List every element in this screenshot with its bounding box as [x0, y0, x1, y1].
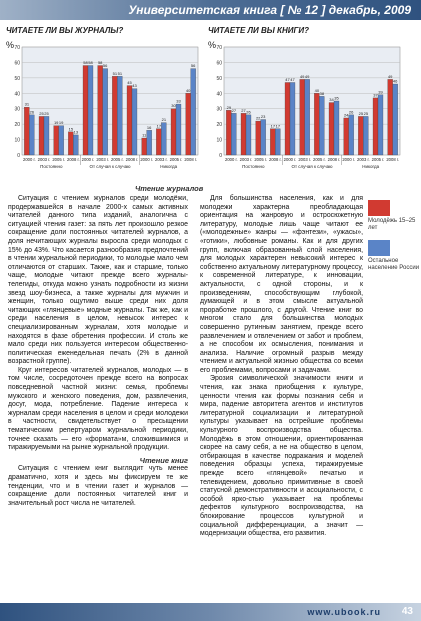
data-label: 38 [319, 90, 325, 96]
chart-books-title: ЧИТАЕТЕ ЛИ ВЫ КНИГИ? [208, 26, 310, 35]
data-label: 58 [83, 60, 88, 66]
data-label: 43 [132, 83, 137, 89]
data-label: 49 [387, 73, 393, 79]
x-tick-label: 2008 г. [268, 157, 282, 162]
x-tick-label: 2005 г. [312, 157, 326, 162]
data-label: 40 [185, 87, 191, 93]
data-label: 30 [171, 103, 176, 109]
bar [319, 96, 324, 155]
bar [186, 93, 191, 155]
data-label: 26 [29, 109, 35, 115]
page-number: 43 [401, 606, 413, 617]
left-paragraph-1: Ситуация с чтением журналов среди молодёжи, продержавшейся в начале 2000-х самых активных читателей данного типа изданий, аналогична с ситуацией чтения газет: за пять лет произошло резкое сокращение доли постоянных читателей журналов, а доля нечитающих журналы выросла среди молодых с 15% до 43%. Что касается разнообразия предпочтений в чтении журнальной периодики, то молодые мало чем отличаются от старших. Также, как и старшие, только чаще, молодые читают прежде всего журналы-телегиды, откуда можно узнать подробности из жизни звезд шоу-бизнеса, а также журналы для мужчин и женщин, только ощутимо выше среди них доля читающих «глянцевые» модные журналы. Так же, как и среди населения в целом, невысок интерес к специализированным журналам, хотя молодые и находятся в фазе обретения профессии. И столь же мало среди них пользуется интересом общественно-политическая еженедельная печать (2% в данной возрастной группе). [8, 195, 188, 366]
x-tick-label: 2003 г. [356, 157, 370, 162]
chart-books [206, 26, 406, 204]
legend-rest-swatch [368, 240, 390, 256]
bar [378, 95, 383, 155]
data-label: 17 [270, 123, 276, 129]
bar [256, 121, 261, 155]
x-tick-label: 2008 г. [184, 157, 198, 162]
data-label: 17 [156, 123, 162, 129]
bar [373, 98, 378, 155]
bar [59, 126, 64, 155]
x-tick-label: 2005 г. [254, 157, 268, 162]
data-label: 49 [299, 73, 305, 79]
x-tick-label: 2000 г. [140, 157, 154, 162]
bar [231, 113, 236, 155]
data-label: 31 [24, 101, 30, 107]
chart-journals-svg [4, 37, 204, 199]
bar [88, 66, 93, 155]
data-label: 25 [39, 110, 44, 116]
y-tick-label: 30 [216, 106, 222, 113]
data-label: 27 [231, 107, 237, 113]
bar [275, 129, 280, 155]
left-column [8, 195, 188, 508]
bar [156, 129, 161, 155]
data-label: 19 [53, 120, 59, 126]
bar [329, 103, 334, 155]
x-tick-label: 2008 г. [327, 157, 341, 162]
x-tick-label: 2003 г. [298, 157, 312, 162]
group-label: От случая к случаю [291, 164, 333, 169]
data-label: 33 [176, 98, 181, 104]
data-label: 51 [117, 70, 123, 76]
footer-url: www.ubook.ru [307, 607, 381, 617]
legend-youth-swatch [368, 200, 390, 216]
data-label: 39 [378, 89, 383, 95]
group-label: От случая к случаю [89, 164, 131, 169]
right-paragraph-1: Для большинства населения, как и для молодежи характерна преобладающая ориентация на жанровую и остросюжетную литературу, молодые лишь чаще читают ее («молодежные» жанры — «фэнтези», «ужасы», «готики», любовные романы. Как и для других групп, включая образованный слой населения, для молодых характерен невысокий интерес к собственно актуальному литературному процессу, к современной литературе, к инновации, актуальности, с одной стороны, и к произведениям, способствующим глубокой, думающей и в этом смысле актуальной проработке прошлого, с другой. Чтение книг во многом стало для большинства молодых совершенно рутинным занятием, прежде всего развлечением и отвлечением от забот и проблем, а не способом их осмысления, понимания и анализа. Наличие огромный разрыв между чтением и актуальной жизнью общества со всеми его проблемами, вопросами и задачами. [200, 195, 363, 374]
right-column [200, 195, 363, 539]
x-tick-label: 2008 г. [386, 157, 400, 162]
x-tick-label: 2005 г. [371, 157, 385, 162]
legend-rest-label: Остальное население России [368, 258, 420, 271]
x-tick-label: 2003 г. [37, 157, 51, 162]
y-tick-label: 0 [219, 153, 222, 159]
y-axis-label: % [208, 40, 217, 50]
data-label: 16 [146, 124, 152, 130]
x-tick-label: 2005 г. [110, 157, 124, 162]
left-paragraph-3: Ситуация с чтением книг выглядит чуть менее драматично, хотя и здесь мы фиксируем те же тенденции, что и в чтении газет и журналов — сокращение доли постоянных читателей книг и значительный рост числа не читателей. [8, 465, 188, 507]
section-journals-title: Чтение журналов [135, 184, 204, 193]
data-label: 46 [392, 78, 398, 84]
data-label: 29 [226, 104, 232, 110]
x-tick-label: 2000 г. [283, 157, 297, 162]
y-tick-label: 50 [216, 75, 222, 82]
data-label: 11 [142, 132, 147, 138]
data-label: 23 [260, 114, 266, 120]
bar [344, 118, 349, 155]
chart-journals-title: ЧИТАЕТЕ ЛИ ВЫ ЖУРНАЛЫ? [6, 26, 124, 35]
x-tick-label: 2008 г. [66, 157, 80, 162]
y-tick-label: 10 [216, 137, 222, 144]
data-label: 24 [343, 112, 349, 118]
data-label: 26 [246, 109, 251, 115]
bar [314, 93, 319, 155]
chart-legend [368, 200, 420, 280]
x-tick-label: 2000 г. [22, 157, 36, 162]
header-title: Университетская книга [ № 12 ] декабрь, 2009 [128, 3, 411, 17]
data-label: 25 [363, 110, 369, 116]
bar [29, 115, 34, 155]
bar [127, 86, 132, 155]
data-label: 13 [73, 129, 79, 135]
bar [161, 123, 166, 155]
y-tick-label: 70 [216, 45, 222, 51]
left-paragraph-2: Круг интересов читателей журналов, молодых — в том числе, сосредоточен прежде всего на вопросах повседневной частной жизни: семья, проблемы мужского и женского поведения, дом, развлечения, досуг, мода, потребление. Падение интереса к журналам среди населения в целом и среди молодежи в частности, свидетельствует о пресыщении тематическим репертуаром журнальной периодики, точнее сказать — его «формата»м, сложившимися и тиражируемыми на рынке журнальной продукции. [8, 366, 188, 452]
bar [226, 110, 231, 155]
bar [54, 126, 59, 155]
data-label: 47 [285, 76, 290, 82]
x-tick-label: 2003 г. [154, 157, 168, 162]
data-label: 19 [58, 120, 64, 126]
x-tick-label: 2008 г. [125, 157, 139, 162]
data-label: 56 [102, 63, 108, 69]
data-label: 25 [358, 110, 364, 116]
bar [132, 89, 137, 155]
x-tick-label: 2003 г. [96, 157, 110, 162]
bar [334, 101, 339, 155]
y-axis-label: % [6, 40, 15, 50]
data-label: 15 [68, 126, 74, 132]
data-label: 37 [373, 92, 378, 98]
y-tick-label: 60 [14, 60, 20, 67]
data-label: 21 [161, 117, 167, 123]
bar [117, 76, 122, 155]
x-tick-label: 2000 г. [81, 157, 95, 162]
y-tick-label: 70 [14, 45, 20, 51]
x-tick-label: 2000 г. [342, 157, 356, 162]
bar [112, 76, 117, 155]
data-label: 26 [348, 109, 354, 115]
group-label: Никогда [160, 164, 178, 169]
bar [349, 115, 354, 155]
data-label: 17 [275, 123, 281, 129]
x-tick-label: 2003 г. [239, 157, 253, 162]
y-tick-label: 50 [14, 75, 20, 82]
group-label: Постоянно [40, 164, 63, 169]
bar [103, 69, 108, 155]
data-label: 25 [44, 110, 49, 116]
y-tick-label: 20 [14, 122, 20, 129]
bar [300, 79, 305, 155]
chart-journals [4, 26, 204, 204]
bar [191, 69, 196, 155]
bar [176, 104, 181, 155]
bar [388, 79, 393, 155]
bar [305, 79, 310, 155]
bar [68, 132, 73, 155]
data-label: 45 [127, 80, 132, 86]
bar [39, 116, 44, 155]
bar [142, 138, 147, 155]
legend-youth [368, 200, 420, 232]
y-tick-label: 40 [14, 91, 20, 98]
data-label: 49 [304, 73, 310, 79]
y-tick-label: 10 [14, 137, 20, 144]
bar [358, 116, 363, 155]
y-tick-label: 40 [216, 91, 222, 98]
data-label: 22 [255, 115, 261, 121]
bar [147, 130, 152, 155]
bar [285, 82, 290, 155]
bar [241, 113, 246, 155]
y-tick-label: 60 [216, 60, 222, 67]
bar [44, 116, 49, 155]
legend-rest [368, 240, 420, 272]
data-label: 58 [97, 60, 103, 66]
bar [270, 129, 275, 155]
bar [73, 135, 78, 155]
data-label: 34 [329, 97, 334, 103]
data-label: 58 [88, 60, 93, 66]
bar [246, 115, 251, 155]
section-books-title: Чтение книг [139, 455, 188, 465]
group-label: Постоянно [242, 164, 265, 169]
data-label: 40 [314, 87, 320, 93]
page-footer [0, 603, 421, 621]
bar [363, 116, 368, 155]
group-label: Никогда [362, 164, 380, 169]
y-tick-label: 20 [216, 122, 222, 129]
x-tick-label: 2000 г. [224, 157, 238, 162]
data-label: 47 [290, 76, 295, 82]
bar [290, 82, 295, 155]
legend-youth-label: Молодёжь 15–25 лет [368, 218, 416, 231]
x-tick-label: 2005 г. [169, 157, 183, 162]
bar [83, 66, 88, 155]
x-tick-label: 2005 г. [52, 157, 66, 162]
chart-books-svg [206, 37, 406, 199]
data-label: 27 [241, 107, 246, 113]
page-header [0, 0, 421, 20]
data-label: 56 [190, 63, 196, 69]
bar [171, 109, 176, 155]
right-paragraph-2: Эрозия символической значимости книги и чтения, как знака приобщения к культуре, ценности чтения как формы познания себя и мира, падение авторитета агентов и институтов литературной социализации и литературной культуры указывает на острейшие проблемы культурного воспроизводства общества. Молодёжь в этом отношении, ориентированная скорее на саму себя, а не на общество в целом, отбирающая в качестве подражания и моделей поведения образцы успеха, тиражируемые прежде всего «глянцевой» печатью и телевидением, довольно примитивные в своей статусной демонстративности и асоциальности, с особой ярко-стью указывает на проблемы дефектов культурного воспроизводства, на блокирование процессов культурной и социальной дифференциации, а значит — модернизации общества, его развития. [200, 375, 363, 538]
bar [393, 84, 398, 155]
data-label: 35 [334, 95, 339, 101]
y-tick-label: 30 [14, 106, 20, 113]
bar [24, 107, 29, 155]
bar [98, 66, 103, 155]
data-label: 51 [112, 70, 118, 76]
bar [261, 120, 266, 155]
y-tick-label: 0 [17, 153, 20, 159]
